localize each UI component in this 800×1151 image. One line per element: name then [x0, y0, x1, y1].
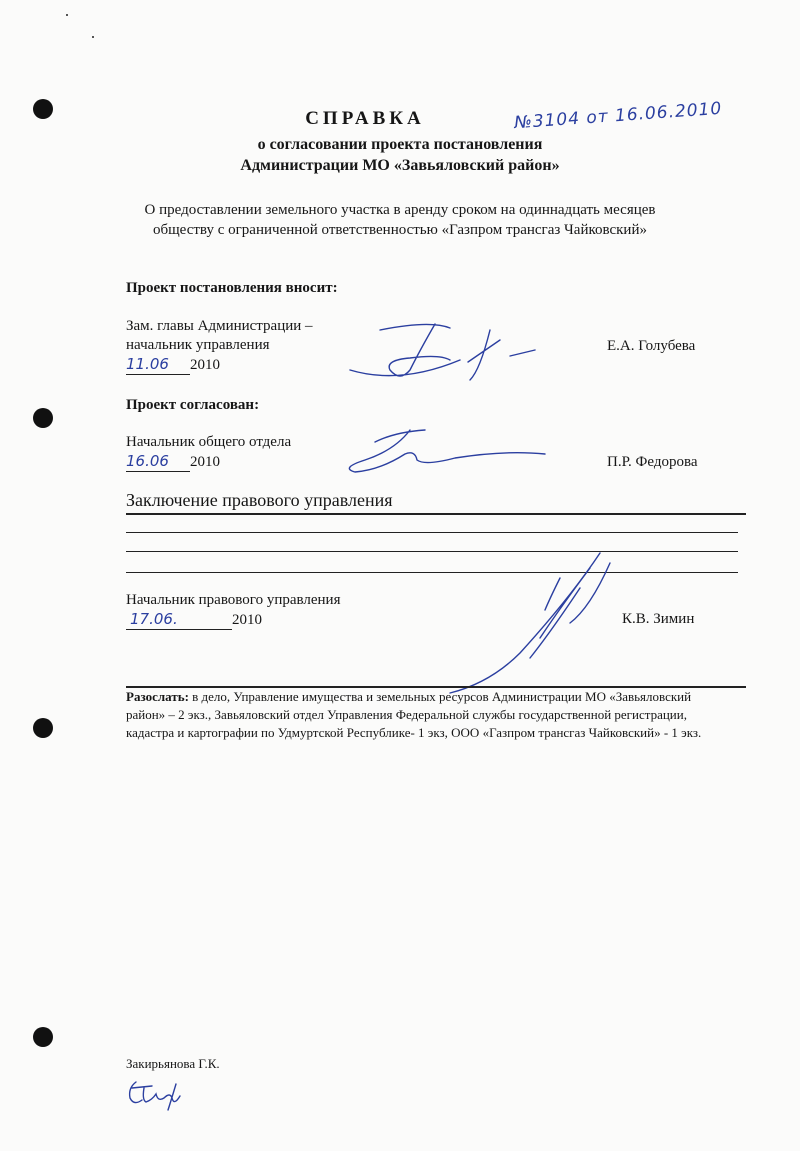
signature-golubeva	[340, 310, 540, 390]
distribution-text: в дело, Управление имущества и земельных ресурсов Администрации МО «Завьяловский район» – 2 экз., Завьяловский отдел Управления Федеральной службы государственной регистрации, кадастра и картографии по Удмуртской Республике- 1 экз, ООО «Газпром трансгаз Чайковский» - 1 экз.	[126, 689, 702, 740]
introduced-position	[126, 317, 313, 375]
introduced-position-line-2: начальник управления	[126, 337, 270, 353]
signature-fedorova	[335, 420, 555, 480]
agreed-year: 2010	[190, 454, 220, 470]
legal-position	[126, 591, 340, 630]
legal-date	[126, 610, 340, 630]
introduced-date	[126, 355, 313, 375]
agreed-date-handwritten: 16.06	[126, 452, 190, 472]
punch-hole	[33, 1027, 53, 1047]
legal-year: 2010	[232, 612, 262, 628]
punch-hole	[33, 408, 53, 428]
executor-name: Закирьянова Г.К.	[126, 1056, 220, 1071]
subject	[0, 200, 800, 240]
introduced-person: Е.А. Голубева	[607, 338, 696, 354]
distribution-label: Разослать:	[126, 689, 189, 704]
legal-date-handwritten: 17.06.	[126, 610, 232, 630]
agreed-person: П.Р. Федорова	[607, 454, 698, 470]
introduced-position-line-1: Зам. главы Администрации –	[126, 318, 313, 334]
legal-line	[126, 513, 746, 515]
title-spravka: СПРАВКА	[305, 108, 425, 129]
subtitle-line-2: Администрации МО «Завьяловский район»	[240, 157, 560, 174]
legal-position-text: Начальник правового управления	[126, 592, 341, 608]
agreed-heading: Проект согласован:	[126, 397, 260, 413]
scan-speck	[66, 14, 68, 16]
signature-executor	[118, 1074, 208, 1114]
subtitle-line-1: о согласовании проекта постановления	[257, 136, 543, 153]
signature-zimin	[420, 548, 640, 698]
agreed-position	[126, 433, 291, 472]
subject-line-2: обществу с ограниченной ответственностью «Газпром трансгаз Чайковский»	[153, 222, 647, 238]
legal-person: К.В. Зимин	[622, 611, 695, 627]
distribution	[126, 688, 726, 742]
legal-heading: Заключение правового управления	[126, 490, 393, 510]
handwritten-registration-number: №3104 от 16.06.2010	[513, 98, 723, 134]
introduced-heading: Проект постановления вносит:	[126, 280, 338, 296]
punch-hole	[33, 718, 53, 738]
introduced-year: 2010	[190, 357, 220, 373]
scan-speck	[92, 36, 94, 38]
agreed-position-text: Начальник общего отдела	[126, 434, 292, 450]
subject-line-1: О предоставлении земельного участка в аренду сроком на одиннадцать месяцев	[144, 202, 656, 218]
agreed-date	[126, 452, 291, 472]
introduced-date-handwritten: 11.06	[126, 355, 190, 375]
legal-line	[126, 532, 738, 533]
